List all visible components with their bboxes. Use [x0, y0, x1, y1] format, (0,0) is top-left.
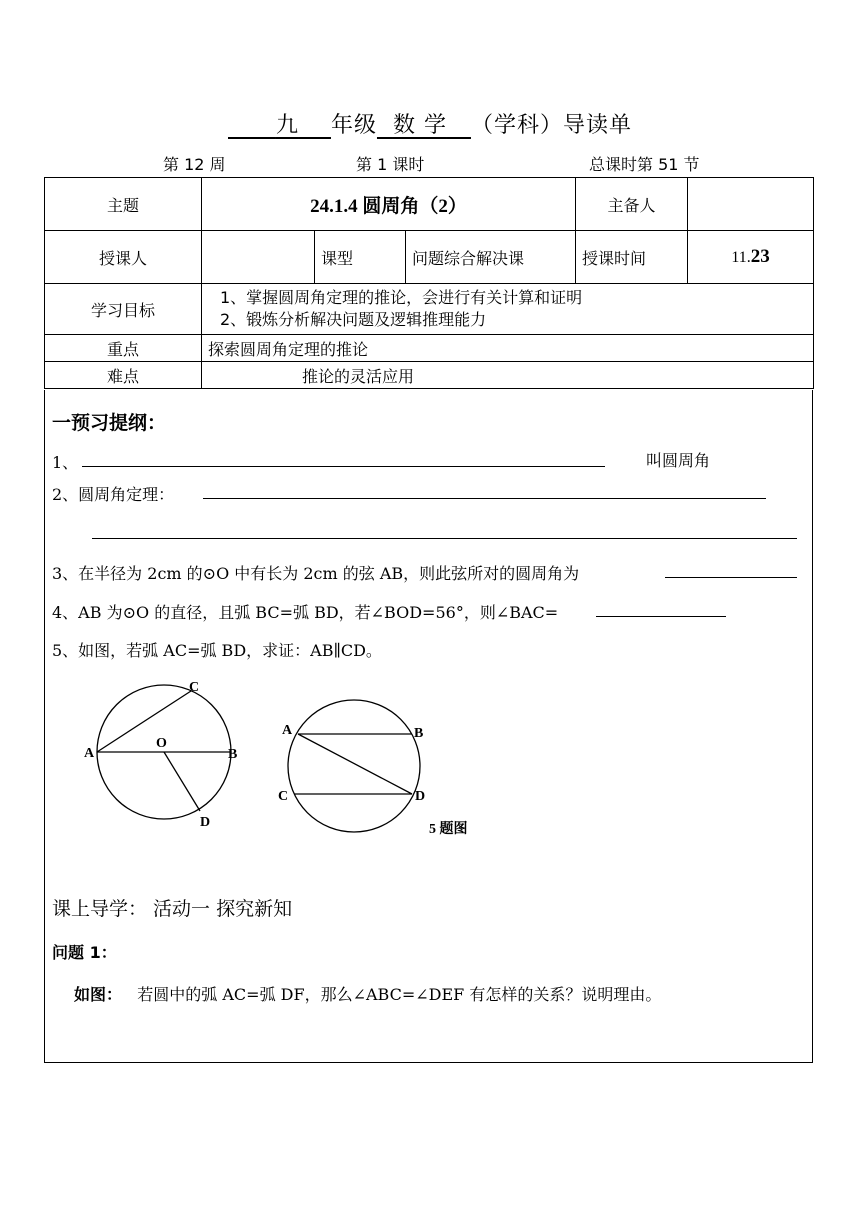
- q2-blank-1: [203, 498, 766, 499]
- week-label: 第 12 周: [163, 155, 226, 174]
- title-grade: 九: [275, 113, 299, 138]
- type-label: 课型: [315, 231, 406, 284]
- title-subject: 数 学: [392, 113, 447, 138]
- key-point-value: 探索圆周角定理的推论: [202, 335, 814, 362]
- goal-1: 1、掌握圆周角定理的推论，会进行有关计算和证明: [220, 288, 583, 307]
- fig1-chord-ac: [97, 691, 191, 752]
- q5-text: 5、如图，若弧 AC=弧 BD，求证：AB∥CD。: [52, 641, 382, 660]
- difficulty-label: 难点: [45, 362, 202, 389]
- figure-caption: 5 题图: [429, 822, 468, 837]
- q3-text: 3、在半径为 2cm 的⊙O 中有长为 2cm 的弦 AB，则此弦所对的圆周角为: [52, 564, 580, 583]
- teacher-label: 授课人: [45, 231, 202, 284]
- fig1-label-a: A: [84, 746, 95, 761]
- teacher-value: [202, 231, 315, 284]
- fig2-chord-ad: [298, 734, 412, 794]
- q1-tail: 叫圆周角: [646, 451, 711, 470]
- q1-number: 1、: [52, 453, 79, 472]
- fig2-label-a: A: [282, 723, 293, 738]
- figure-1-circle-diagram: [80, 672, 250, 842]
- type-value: 问题综合解决课: [406, 231, 576, 284]
- figure-2-circle-diagram: [274, 696, 439, 846]
- topic-label: 主题: [45, 178, 202, 231]
- fig1-radius-od: [164, 752, 200, 811]
- preparer-value: [688, 178, 814, 231]
- problem-1-label: 问题 1：: [52, 943, 117, 962]
- q2-blank-2: [92, 538, 797, 539]
- goals-label: 学习目标: [45, 284, 202, 335]
- title-suffix: （学科）导读单: [470, 113, 632, 138]
- lesson-label: 第 1 课时: [356, 155, 425, 174]
- q2-text: 2、圆周角定理：: [52, 485, 175, 504]
- fig2-label-c: C: [278, 789, 289, 804]
- fig2-label-d: D: [415, 789, 426, 804]
- time-label: 授课时间: [576, 231, 688, 284]
- topic-value: 24.1.4 圆周角（2）: [202, 178, 576, 231]
- q1-blank: [82, 466, 605, 467]
- fig1-label-c: C: [189, 680, 200, 695]
- key-point-label: 重点: [45, 335, 202, 362]
- q4-text: 4、AB 为⊙O 的直径，且弧 BC=弧 BD，若∠BOD=56°，则∠BAC=: [52, 603, 559, 622]
- fig1-label-d: D: [200, 815, 211, 830]
- problem-1-text: 如图： 若圆中的弧 AC=弧 DF，那么∠ABC=∠DEF 有怎样的关系？说明理由。: [74, 985, 662, 1004]
- title-grade-suffix: 年级: [330, 113, 377, 138]
- page-title: [0, 108, 860, 139]
- q4-blank: [596, 616, 726, 617]
- fig2-label-b: B: [414, 726, 424, 741]
- goal-2: 2、锻炼分析解决问题及逻辑推理能力: [220, 310, 487, 329]
- q3-blank: [665, 577, 797, 578]
- preparer-label: 主备人: [576, 178, 688, 231]
- goals-value: [202, 284, 814, 335]
- time-value: 11.23: [688, 231, 814, 284]
- difficulty-value: 推论的灵活应用: [202, 362, 814, 389]
- lesson-info-table: [44, 177, 814, 389]
- fig1-label-o: O: [156, 736, 167, 751]
- total-lessons-label: 总课时第 51 节: [589, 155, 700, 174]
- preview-heading: 一预习提纲：: [52, 412, 167, 434]
- fig1-label-b: B: [228, 747, 238, 762]
- class-guide-heading: 课上导学： 活动一 探究新知: [52, 898, 293, 920]
- fig2-circle: [288, 700, 420, 832]
